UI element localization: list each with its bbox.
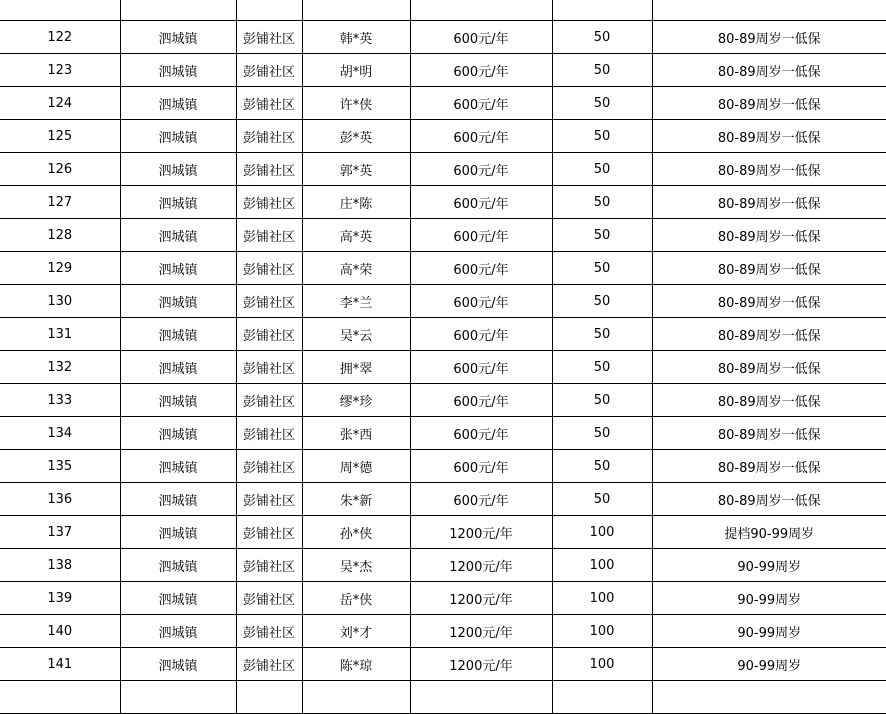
table-row bbox=[0, 285, 886, 318]
cell-name[interactable]: 彭*英 bbox=[302, 120, 410, 153]
table-row-partial bbox=[0, 681, 886, 714]
cell-serial-number[interactable]: 124 bbox=[0, 87, 120, 120]
cell-community[interactable]: 彭铺社区 bbox=[236, 21, 302, 54]
cell-community[interactable]: 彭铺社区 bbox=[236, 285, 302, 318]
cell-annual-amount[interactable]: 1200元/年 bbox=[410, 516, 552, 549]
cell-category[interactable]: 90-99周岁 bbox=[652, 549, 886, 582]
cell-community[interactable]: 彭铺社区 bbox=[236, 648, 302, 681]
cell-monthly-amount[interactable]: 50 bbox=[552, 54, 652, 87]
cell-community[interactable]: 彭铺社区 bbox=[236, 615, 302, 648]
table-row bbox=[0, 186, 886, 219]
cell-serial-number[interactable]: 128 bbox=[0, 219, 120, 252]
cell-partial[interactable] bbox=[0, 0, 120, 21]
cell-town[interactable]: 泗城镇 bbox=[120, 450, 236, 483]
table-row bbox=[0, 21, 886, 54]
cell-monthly-amount[interactable]: 50 bbox=[552, 351, 652, 384]
cell-category[interactable]: 80-89周岁一低保 bbox=[652, 285, 886, 318]
cell-town[interactable]: 泗城镇 bbox=[120, 318, 236, 351]
cell-monthly-amount[interactable]: 50 bbox=[552, 87, 652, 120]
cell-serial-number[interactable]: 139 bbox=[0, 582, 120, 615]
table-row bbox=[0, 384, 886, 417]
table-row bbox=[0, 483, 886, 516]
table-row bbox=[0, 582, 886, 615]
cell-town[interactable]: 泗城镇 bbox=[120, 87, 236, 120]
cell-name[interactable]: 高*英 bbox=[302, 219, 410, 252]
cell-category[interactable]: 80-89周岁一低保 bbox=[652, 120, 886, 153]
cell-monthly-amount[interactable]: 50 bbox=[552, 285, 652, 318]
cell-serial-number[interactable]: 127 bbox=[0, 186, 120, 219]
cell-category[interactable]: 80-89周岁一低保 bbox=[652, 87, 886, 120]
cell-annual-amount[interactable]: 600元/年 bbox=[410, 153, 552, 186]
cell-serial-number[interactable]: 129 bbox=[0, 252, 120, 285]
cell-serial-number[interactable]: 133 bbox=[0, 384, 120, 417]
cell-town[interactable]: 泗城镇 bbox=[120, 186, 236, 219]
cell-name[interactable]: 周*德 bbox=[302, 450, 410, 483]
cell-category[interactable]: 80-89周岁一低保 bbox=[652, 252, 886, 285]
table-row bbox=[0, 615, 886, 648]
table-row bbox=[0, 252, 886, 285]
cell-name[interactable]: 刘*才 bbox=[302, 615, 410, 648]
cell-monthly-amount[interactable]: 100 bbox=[552, 516, 652, 549]
cell-serial-number[interactable]: 141 bbox=[0, 648, 120, 681]
cell-town[interactable]: 泗城镇 bbox=[120, 219, 236, 252]
table-row bbox=[0, 549, 886, 582]
cell-monthly-amount[interactable]: 50 bbox=[552, 483, 652, 516]
cell-annual-amount[interactable]: 600元/年 bbox=[410, 54, 552, 87]
cell-category[interactable]: 80-89周岁一低保 bbox=[652, 54, 886, 87]
cell-annual-amount[interactable]: 600元/年 bbox=[410, 450, 552, 483]
table-row bbox=[0, 219, 886, 252]
cell-annual-amount[interactable]: 1200元/年 bbox=[410, 615, 552, 648]
cell-serial-number[interactable]: 138 bbox=[0, 549, 120, 582]
cell-category[interactable]: 80-89周岁一低保 bbox=[652, 219, 886, 252]
table-row bbox=[0, 87, 886, 120]
cell-annual-amount[interactable]: 600元/年 bbox=[410, 318, 552, 351]
cell-community[interactable]: 彭铺社区 bbox=[236, 582, 302, 615]
cell-name[interactable]: 韩*英 bbox=[302, 21, 410, 54]
cell-town[interactable]: 泗城镇 bbox=[120, 21, 236, 54]
cell-community[interactable]: 彭铺社区 bbox=[236, 87, 302, 120]
cell-town[interactable]: 泗城镇 bbox=[120, 384, 236, 417]
cell-annual-amount[interactable]: 600元/年 bbox=[410, 351, 552, 384]
cell-monthly-amount[interactable]: 50 bbox=[552, 21, 652, 54]
cell-monthly-amount[interactable]: 50 bbox=[552, 384, 652, 417]
cell-community[interactable]: 彭铺社区 bbox=[236, 384, 302, 417]
cell-partial[interactable] bbox=[652, 0, 886, 21]
cell-name[interactable]: 张*西 bbox=[302, 417, 410, 450]
cell-annual-amount[interactable]: 600元/年 bbox=[410, 483, 552, 516]
cell-monthly-amount[interactable]: 100 bbox=[552, 549, 652, 582]
cell-community[interactable]: 彭铺社区 bbox=[236, 54, 302, 87]
cell-category[interactable]: 80-89周岁一低保 bbox=[652, 450, 886, 483]
cell-serial-number[interactable]: 130 bbox=[0, 285, 120, 318]
table-row bbox=[0, 417, 886, 450]
cell-monthly-amount[interactable]: 50 bbox=[552, 318, 652, 351]
cell-partial[interactable] bbox=[652, 681, 886, 714]
cell-town[interactable]: 泗城镇 bbox=[120, 615, 236, 648]
cell-serial-number[interactable]: 122 bbox=[0, 21, 120, 54]
cell-serial-number[interactable]: 135 bbox=[0, 450, 120, 483]
cell-name[interactable]: 孙*侠 bbox=[302, 516, 410, 549]
cell-annual-amount[interactable]: 600元/年 bbox=[410, 417, 552, 450]
cell-category[interactable]: 90-99周岁 bbox=[652, 615, 886, 648]
cell-annual-amount[interactable]: 1200元/年 bbox=[410, 582, 552, 615]
cell-town[interactable]: 泗城镇 bbox=[120, 582, 236, 615]
cell-partial[interactable] bbox=[410, 0, 552, 21]
cell-monthly-amount[interactable]: 50 bbox=[552, 417, 652, 450]
cell-serial-number[interactable]: 131 bbox=[0, 318, 120, 351]
cell-annual-amount[interactable]: 600元/年 bbox=[410, 285, 552, 318]
cell-community[interactable]: 彭铺社区 bbox=[236, 516, 302, 549]
cell-monthly-amount[interactable]: 100 bbox=[552, 615, 652, 648]
cell-name[interactable]: 陈*琼 bbox=[302, 648, 410, 681]
cell-name[interactable]: 朱*新 bbox=[302, 483, 410, 516]
cell-town[interactable]: 泗城镇 bbox=[120, 549, 236, 582]
cell-monthly-amount[interactable]: 50 bbox=[552, 219, 652, 252]
cell-partial[interactable] bbox=[410, 681, 552, 714]
cell-category[interactable]: 80-89周岁一低保 bbox=[652, 483, 886, 516]
cell-name[interactable]: 许*侠 bbox=[302, 87, 410, 120]
cell-partial[interactable] bbox=[0, 681, 120, 714]
cell-name[interactable]: 吴*杰 bbox=[302, 549, 410, 582]
cell-name[interactable]: 庄*陈 bbox=[302, 186, 410, 219]
cell-community[interactable]: 彭铺社区 bbox=[236, 450, 302, 483]
cell-category[interactable]: 80-89周岁一低保 bbox=[652, 384, 886, 417]
cell-town[interactable]: 泗城镇 bbox=[120, 483, 236, 516]
cell-town[interactable]: 泗城镇 bbox=[120, 351, 236, 384]
cell-partial[interactable] bbox=[120, 0, 236, 21]
table-row bbox=[0, 648, 886, 681]
cell-category[interactable]: 提档90-99周岁 bbox=[652, 516, 886, 549]
cell-name[interactable]: 高*荣 bbox=[302, 252, 410, 285]
cell-monthly-amount[interactable]: 100 bbox=[552, 582, 652, 615]
cell-monthly-amount[interactable]: 50 bbox=[552, 186, 652, 219]
cell-annual-amount[interactable]: 600元/年 bbox=[410, 21, 552, 54]
cell-name[interactable]: 拥*翠 bbox=[302, 351, 410, 384]
cell-annual-amount[interactable]: 1200元/年 bbox=[410, 549, 552, 582]
cell-category[interactable]: 80-89周岁一低保 bbox=[652, 417, 886, 450]
cell-category[interactable]: 90-99周岁 bbox=[652, 582, 886, 615]
cell-partial[interactable] bbox=[236, 681, 302, 714]
cell-serial-number[interactable]: 132 bbox=[0, 351, 120, 384]
cell-town[interactable]: 泗城镇 bbox=[120, 153, 236, 186]
cell-annual-amount[interactable]: 600元/年 bbox=[410, 87, 552, 120]
cell-name[interactable]: 吴*云 bbox=[302, 318, 410, 351]
cell-serial-number[interactable]: 125 bbox=[0, 120, 120, 153]
cell-town[interactable]: 泗城镇 bbox=[120, 285, 236, 318]
table-row-partial bbox=[0, 0, 886, 21]
cell-town[interactable]: 泗城镇 bbox=[120, 417, 236, 450]
cell-community[interactable]: 彭铺社区 bbox=[236, 318, 302, 351]
cell-category[interactable]: 80-89周岁一低保 bbox=[652, 351, 886, 384]
cell-community[interactable]: 彭铺社区 bbox=[236, 549, 302, 582]
cell-name[interactable]: 岳*侠 bbox=[302, 582, 410, 615]
cell-name[interactable]: 胡*明 bbox=[302, 54, 410, 87]
cell-community[interactable]: 彭铺社区 bbox=[236, 252, 302, 285]
cell-town[interactable]: 泗城镇 bbox=[120, 120, 236, 153]
table-row bbox=[0, 153, 886, 186]
cell-partial[interactable] bbox=[120, 681, 236, 714]
table-row bbox=[0, 54, 886, 87]
cell-town[interactable]: 泗城镇 bbox=[120, 648, 236, 681]
cell-partial[interactable] bbox=[552, 681, 652, 714]
cell-category[interactable]: 80-89周岁一低保 bbox=[652, 186, 886, 219]
table-row bbox=[0, 318, 886, 351]
cell-community[interactable]: 彭铺社区 bbox=[236, 351, 302, 384]
cell-annual-amount[interactable]: 1200元/年 bbox=[410, 648, 552, 681]
cell-annual-amount[interactable]: 600元/年 bbox=[410, 384, 552, 417]
cell-category[interactable]: 90-99周岁 bbox=[652, 648, 886, 681]
cell-partial[interactable] bbox=[236, 0, 302, 21]
cell-community[interactable]: 彭铺社区 bbox=[236, 483, 302, 516]
table-row bbox=[0, 120, 886, 153]
cell-town[interactable]: 泗城镇 bbox=[120, 516, 236, 549]
cell-annual-amount[interactable]: 600元/年 bbox=[410, 186, 552, 219]
cell-monthly-amount[interactable]: 50 bbox=[552, 120, 652, 153]
table-row bbox=[0, 516, 886, 549]
cell-category[interactable]: 80-89周岁一低保 bbox=[652, 21, 886, 54]
cell-serial-number[interactable]: 136 bbox=[0, 483, 120, 516]
cell-name[interactable]: 李*兰 bbox=[302, 285, 410, 318]
cell-annual-amount[interactable]: 600元/年 bbox=[410, 219, 552, 252]
cell-annual-amount[interactable]: 600元/年 bbox=[410, 120, 552, 153]
cell-name[interactable]: 郭*英 bbox=[302, 153, 410, 186]
cell-community[interactable]: 彭铺社区 bbox=[236, 120, 302, 153]
cell-serial-number[interactable]: 134 bbox=[0, 417, 120, 450]
cell-monthly-amount[interactable]: 50 bbox=[552, 252, 652, 285]
table-row bbox=[0, 450, 886, 483]
cell-name[interactable]: 缪*珍 bbox=[302, 384, 410, 417]
cell-partial[interactable] bbox=[552, 0, 652, 21]
cell-partial[interactable] bbox=[302, 681, 410, 714]
cell-monthly-amount[interactable]: 100 bbox=[552, 648, 652, 681]
cell-partial[interactable] bbox=[302, 0, 410, 21]
cell-serial-number[interactable]: 123 bbox=[0, 54, 120, 87]
cell-serial-number[interactable]: 126 bbox=[0, 153, 120, 186]
cell-community[interactable]: 彭铺社区 bbox=[236, 186, 302, 219]
cell-monthly-amount[interactable]: 50 bbox=[552, 153, 652, 186]
cell-town[interactable]: 泗城镇 bbox=[120, 252, 236, 285]
cell-monthly-amount[interactable]: 50 bbox=[552, 450, 652, 483]
cell-serial-number[interactable]: 140 bbox=[0, 615, 120, 648]
cell-annual-amount[interactable]: 600元/年 bbox=[410, 252, 552, 285]
cell-category[interactable]: 80-89周岁一低保 bbox=[652, 318, 886, 351]
table-row bbox=[0, 351, 886, 384]
cell-town[interactable]: 泗城镇 bbox=[120, 54, 236, 87]
cell-community[interactable]: 彭铺社区 bbox=[236, 153, 302, 186]
cell-category[interactable]: 80-89周岁一低保 bbox=[652, 153, 886, 186]
cell-serial-number[interactable]: 137 bbox=[0, 516, 120, 549]
cell-community[interactable]: 彭铺社区 bbox=[236, 417, 302, 450]
cell-community[interactable]: 彭铺社区 bbox=[236, 219, 302, 252]
